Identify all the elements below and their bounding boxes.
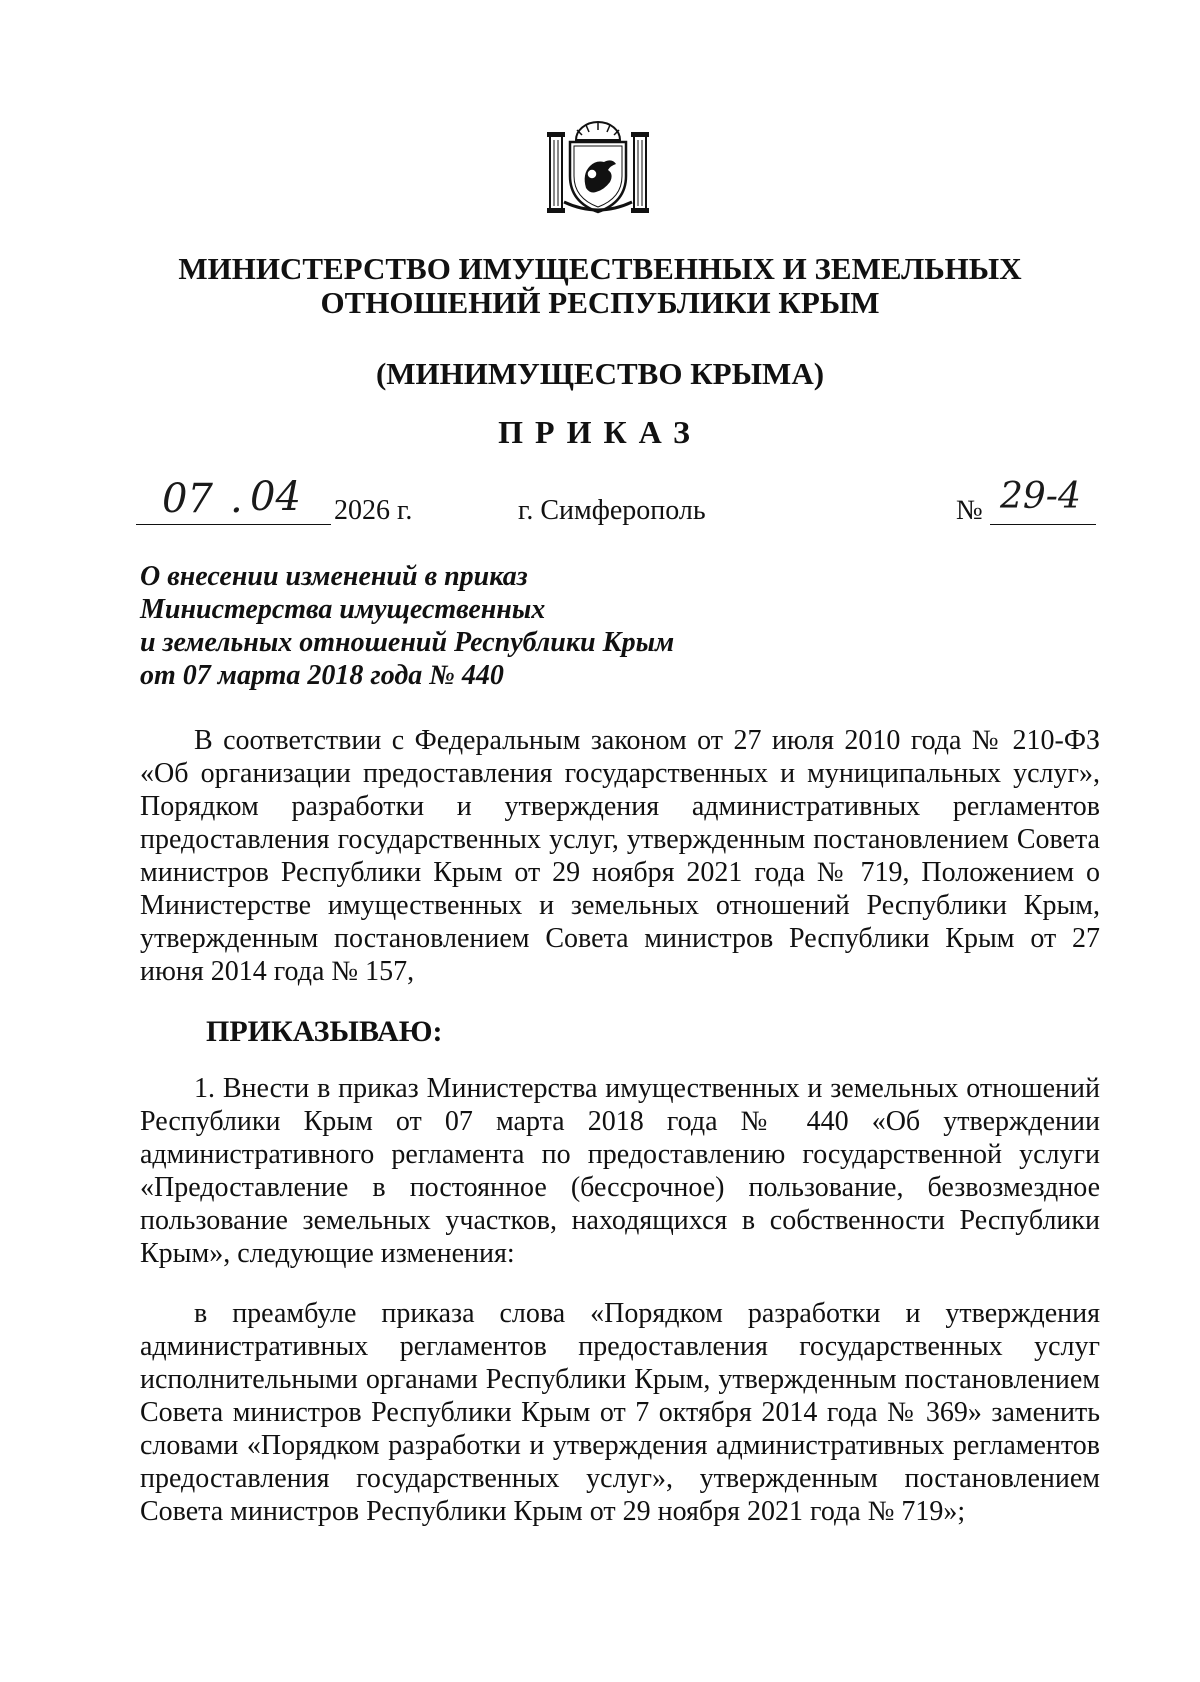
item-1-paragraph: [140, 1072, 1100, 1270]
preamble-text: В соответствии с Федеральным законом от 27 июля 2010 года № 210-ФЗ «Об организации предоставления государственных и муниципальных услуг», Порядком разработки и утверждения административных регламентов предоставления государственных услуг, утвержденным постановлением Совета министров Республики Крым от 29 ноября 2021 года № 719, Положением о Министерстве имущественных и земельных отношений Республики Крым, утвержденным постановлением Совета министров Республики Крым от 27 июня 2014 года № 157,: [140, 725, 1100, 987]
subject-line: Министерства имущественных: [140, 594, 546, 625]
item-1-sub-text: в преамбуле приказа слова «Порядком разработки и утверждения административных регламентов предоставления государственных услуг исполнительными органами Республики Крым, утвержденным постановлением Совета министров Республики Крым от 7 октября 2014 года № 369» заменить словами «Порядком разработки и утверждения административных регламентов предоставления государственных услуг», утвержденным постановлением Совета министров Республики Крым от 29 ноября 2021 года № 719»;: [140, 1298, 1100, 1527]
handwritten-date-day: 07: [162, 476, 213, 522]
item-1-text: 1. Внести в приказ Министерства имущественных и земельных отношений Республики Крым от 07 марта 2018 года № 440 «Об утверждении административного регламента по предоставлению государственной услуги «Предоставление в постоянное (бессрочное) пользование, безвозмездное пользование земельных участков, находящихся в собственности Республики Крым», следующие изменения:: [140, 1073, 1100, 1269]
date-year: 2026 г.: [334, 495, 413, 526]
place-of-issue: г. Симферополь: [518, 495, 706, 526]
subject-line: и земельных отношений Республики Крым: [140, 627, 675, 658]
preamble-paragraph: [140, 724, 1100, 988]
org-name-line-2: ОТНОШЕНИЙ РЕСПУБЛИКИ КРЫМ: [320, 285, 880, 320]
number-sign: №: [956, 495, 983, 526]
crimea-coat-of-arms-icon: [546, 118, 650, 218]
order-directive-heading: ПРИКАЗЫВАЮ:: [206, 1015, 443, 1048]
order-subject: [140, 560, 674, 692]
document-type-title: ПРИКАЗ: [498, 414, 702, 450]
org-short-name: (МИНИМУЩЕСТВО КРЫМА): [375, 356, 825, 391]
subject-line: О внесении изменений в приказ: [140, 561, 528, 592]
subject-line: от 07 марта 2018 года № 440: [140, 660, 504, 691]
item-1-sub-paragraph: [140, 1297, 1100, 1528]
org-name-line-1: МИНИСТЕРСТВО ИМУЩЕСТВЕННЫХ И ЗЕМЕЛЬНЫХ: [178, 251, 1022, 286]
handwritten-order-number: 29-4: [1000, 476, 1081, 517]
handwritten-date-separator: .: [230, 476, 243, 522]
handwritten-date-month: 04: [250, 474, 301, 520]
